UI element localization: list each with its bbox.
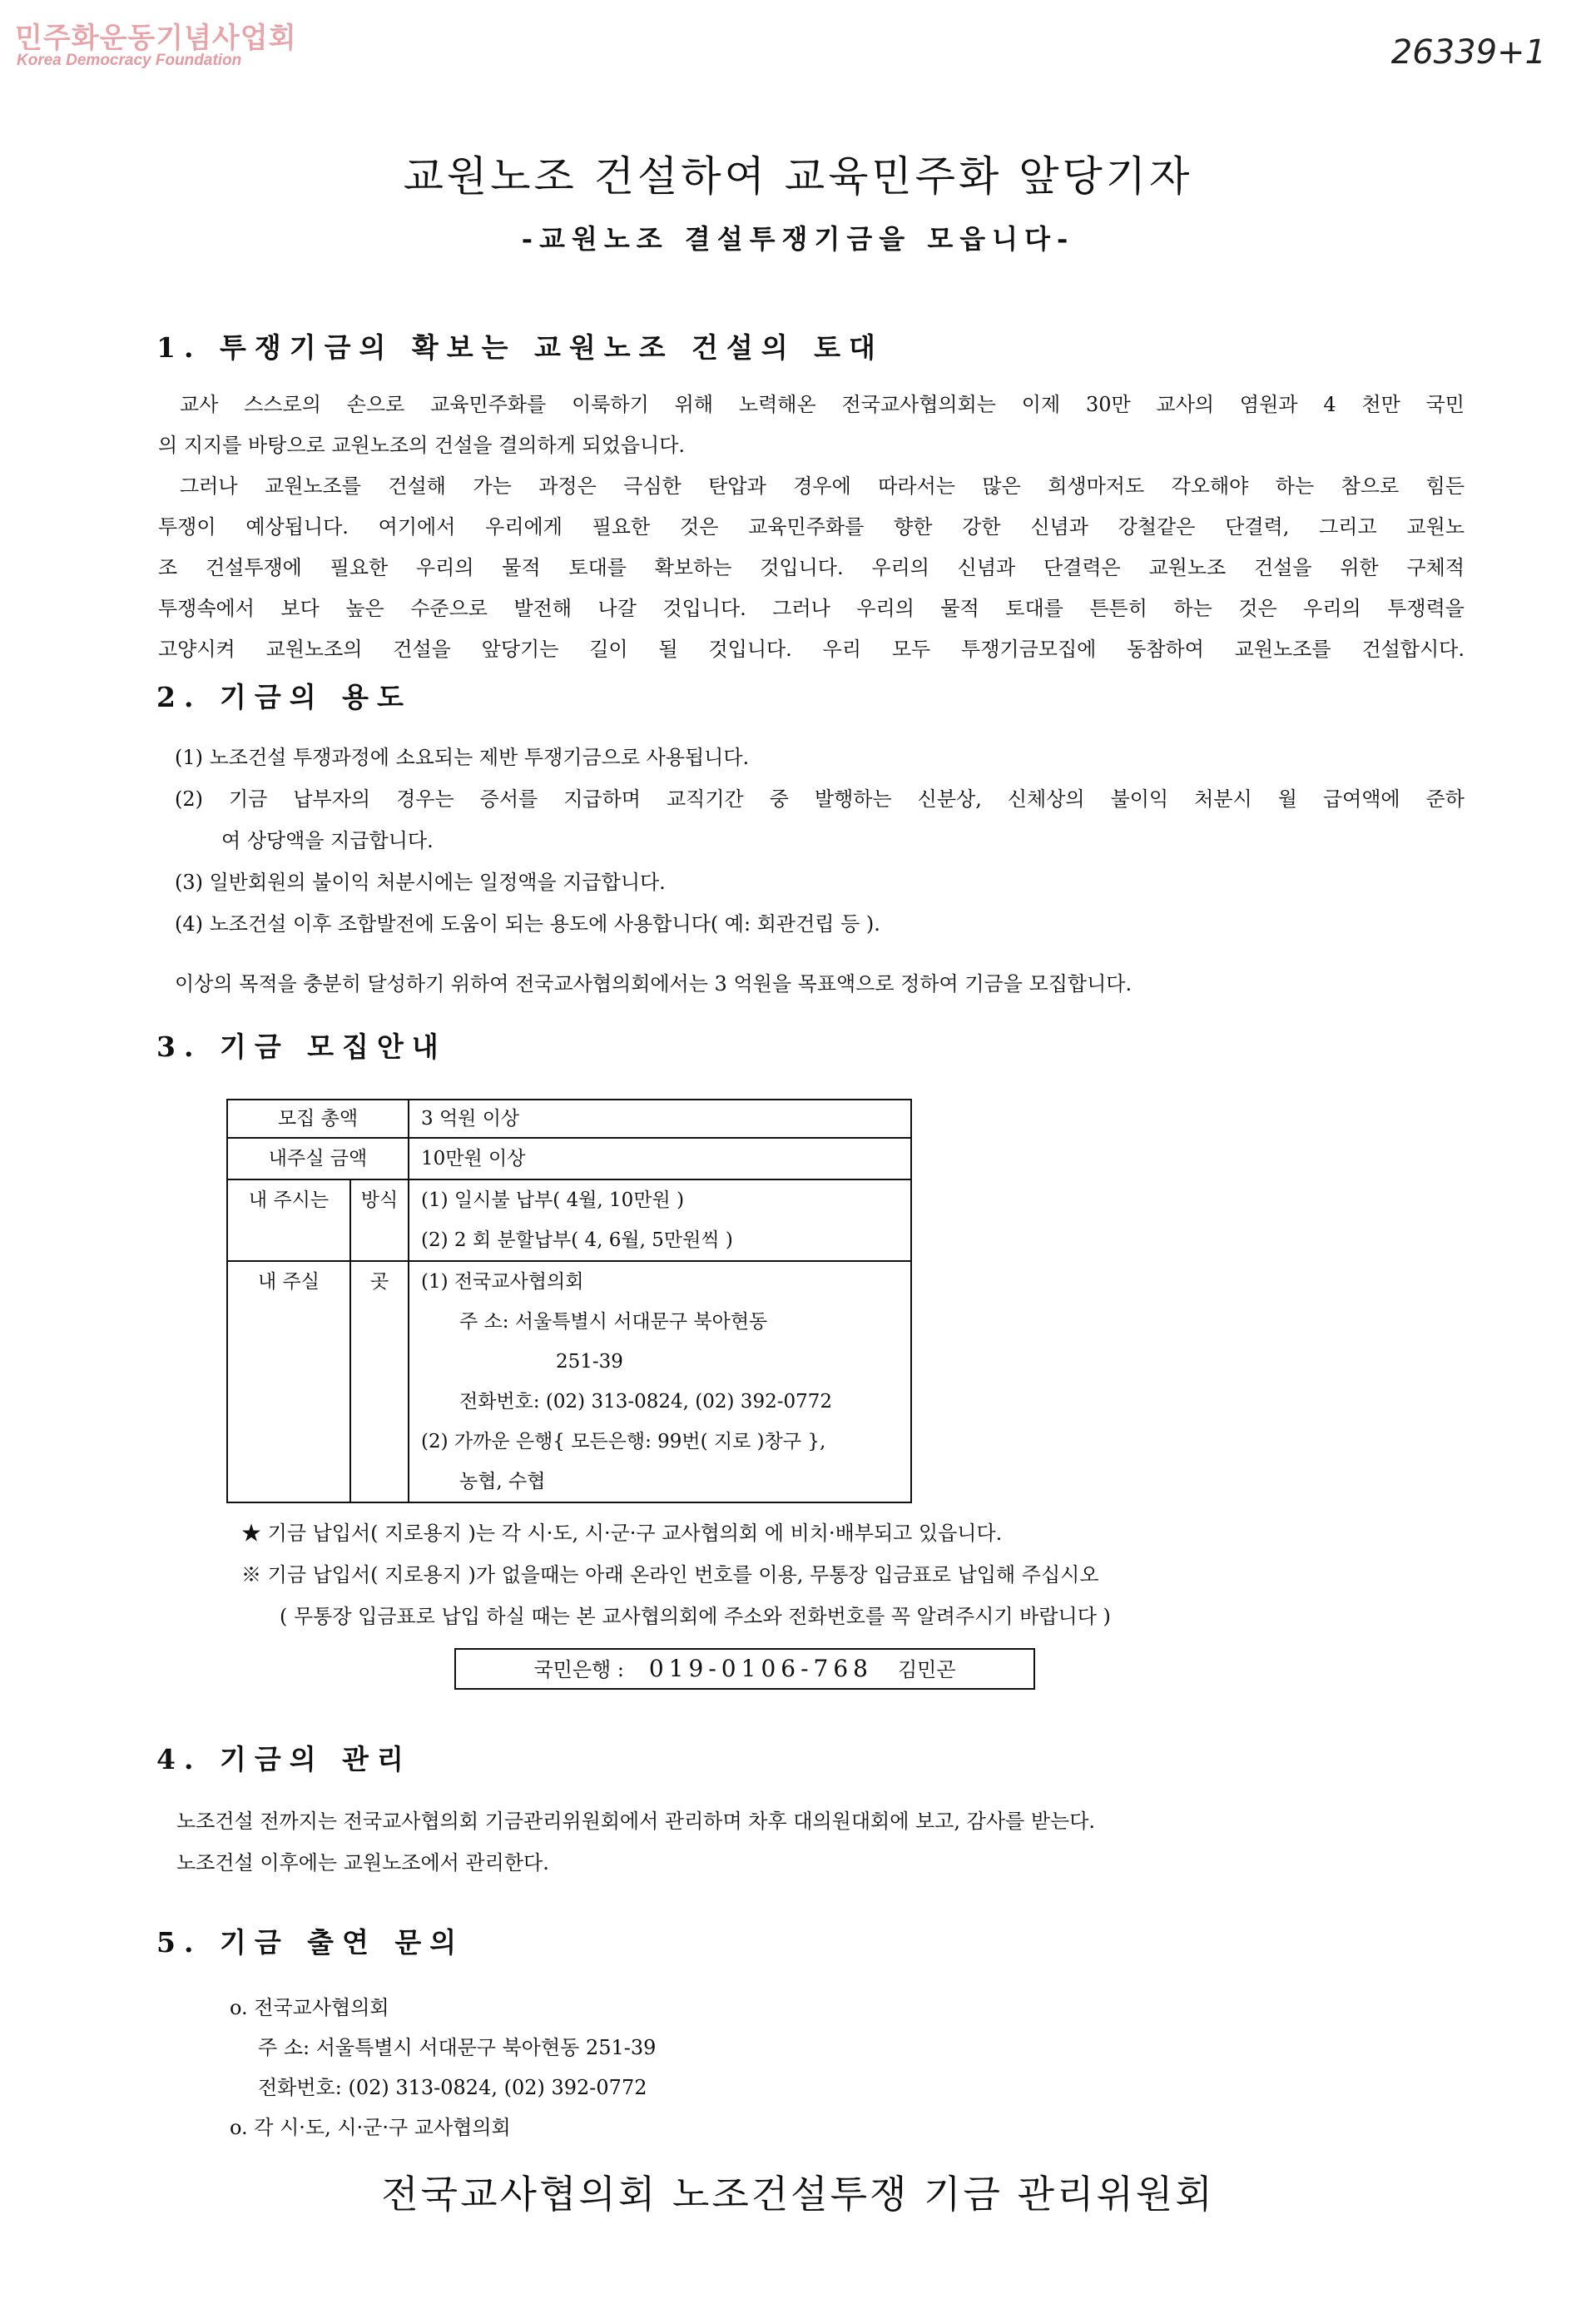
section-1-line: 투쟁속에서 보다 높은 수준으로 발전해 나갈 것입니다. 그러나 우리의 물적 토대를 튼튼히 하는 것은 우리의 투쟁력을 [158,597,1465,620]
section-1-line: 그러나 교원노조를 건설해 가는 과정은 극심한 탄압과 경우에 따라서는 많은 희생마저도 각오해야 하는 참으로 힘든 [180,474,1465,498]
watermark-korean: 민주화운동기념사업회 [15,22,297,55]
section-1-line: 교사 스스로의 손으로 교육민주화를 이룩하기 위해 노력해온 전국교사협의회는 이제 30만 교사의 염원과 4 천만 국민 [180,393,1465,416]
section-1-heading: 1. 투쟁기금의 확보는 교원노조 건설의 토대 [156,331,884,364]
amount-label: 내주실 금액 [227,1138,409,1179]
section-1-line: 고양시켜 교원노조의 건설을 앞당기는 길이 될 것입니다. 우리 모두 투쟁기금모집에 동참하여 교원노조를 건설합시다. [158,638,1465,661]
amount-value: 10만원 이상 [409,1138,911,1179]
usage-item-2: (2) 기금 납부자의 경우는 증서를 지급하며 교직기간 중 발행하는 신분상, 신체상의 불이익 처분시 월 급여액에 준하 [175,787,1465,811]
section-1-body [158,385,1465,670]
bank-account-number: 019-0106-768 [648,1655,873,1682]
table-row [227,1179,911,1261]
usage-summary: 이상의 목적을 충분히 달성하기 위하여 전국교사협의회에서는 3 억원을 목표액으로 정하여 기금을 모집합니다. [175,972,1133,996]
handwritten-code: 26339+1 [1390,33,1546,72]
contact-item-1: o. 전국교사협의회 [230,1996,389,2019]
place-value [409,1261,911,1502]
place-line: (1) 전국교사협의회 [421,1271,584,1293]
bank-account-box [454,1648,1035,1690]
note-star: ★ 기금 납입서( 지로용지 )는 각 시·도, 시·군·구 교사협의회 에 비치·배부되고 있읍니다. [241,1522,1003,1545]
usage-item-1: (1) 노조건설 투쟁과정에 소요되는 제반 투쟁기금으로 사용됩니다. [175,746,750,769]
usage-item-2-cont: 여 상당액을 지급합니다. [221,829,434,852]
method-value [409,1179,911,1261]
contact-address: 주 소: 서울특별시 서대문구 북아현동 251-39 [258,2036,657,2059]
management-line-1: 노조건설 전까지는 전국교사협의회 기금관리위원회에서 관리하며 차후 대의원대회에 보고, 감사를 받는다. [176,1810,1096,1833]
contact-phone: 전화번호: (02) 313-0824, (02) 392-0772 [258,2076,647,2099]
watermark-english: Korea Democracy Foundation [17,52,242,69]
bank-name: 국민은행 : [533,1658,624,1681]
section-1-line: 투쟁이 예상됩니다. 여기에서 우리에게 필요한 것은 교육민주화를 향한 강한 신념과 강철같은 단결력, 그리고 교원노 [158,515,1465,539]
footer-organization: 전국교사협의회 노조건설투쟁 기금 관리위원회 [381,2172,1215,2217]
management-line-2: 노조건설 이후에는 교원노조에서 관리한다. [176,1851,549,1874]
section-1-line: 조 건설투쟁에 필요한 우리의 물적 토대를 확보하는 것입니다. 우리의 신념과 단결력은 교원노조 건설을 위한 구체적 [158,556,1465,579]
section-4-heading: 4. 기금의 관리 [156,1743,412,1775]
place-line: (2) 가까운 은행{ 모든은행: 99번( 지로 )창구 }, [421,1431,826,1452]
place-line: 전화번호: (02) 313-0824, (02) 392-0772 [459,1391,833,1413]
document-title: 교원노조 건설하여 교육민주화 앞당기자 [403,152,1193,201]
total-value: 3 억원 이상 [409,1100,911,1138]
table-row [227,1138,911,1179]
section-1-line: 의 지지를 바탕으로 교원노조의 건설을 결의하게 되었읍니다. [158,434,686,457]
usage-item-3: (3) 일반회원의 불이익 처분시에는 일정액을 지급합니다. [175,871,666,894]
method-line: (2) 2 회 분할납부( 4, 6월, 5만원씩 ) [421,1229,733,1251]
section-2-heading: 2. 기금의 용도 [156,681,412,713]
usage-item-4: (4) 노조건설 이후 조합발전에 도움이 되는 용도에 사용합니다( 예: 회관건립 등 ). [175,912,880,936]
place-line: 251-39 [556,1351,623,1373]
table-row [227,1100,911,1138]
method-line: (1) 일시불 납부( 4월, 10만원 ) [421,1189,685,1211]
method-label: 내 주시는 [227,1179,350,1261]
place-label: 내 주실 [227,1261,350,1502]
account-holder: 김민곤 [897,1658,956,1681]
note-paren: ( 무통장 입금표로 납입 하실 때는 본 교사협의회에 주소와 전화번호를 꼭 알려주시기 바랍니다 ) [280,1605,1111,1628]
place-label-b: 곳 [350,1261,409,1502]
document-subtitle: -교원노조 결설투쟁기금을 모읍니다- [521,223,1075,255]
method-label-b: 방식 [350,1179,409,1261]
note-reference: ※ 기금 납입서( 지로용지 )가 없을때는 아래 온라인 번호를 이용, 무통장 입금표로 납입해 주십시오 [241,1563,1099,1586]
total-label: 모집 총액 [227,1100,409,1138]
section-3-heading: 3. 기금 모집안내 [156,1030,447,1063]
contact-item-2: o. 각 시·도, 시·군·구 교사협의회 [230,2116,511,2139]
place-line: 주 소: 서울특별시 서대문구 북아현동 [459,1311,768,1333]
place-line: 농협, 수협 [459,1471,546,1492]
table-row [227,1261,911,1502]
section-5-heading: 5. 기금 출연 문의 [156,1926,465,1959]
fund-table [226,1099,912,1503]
